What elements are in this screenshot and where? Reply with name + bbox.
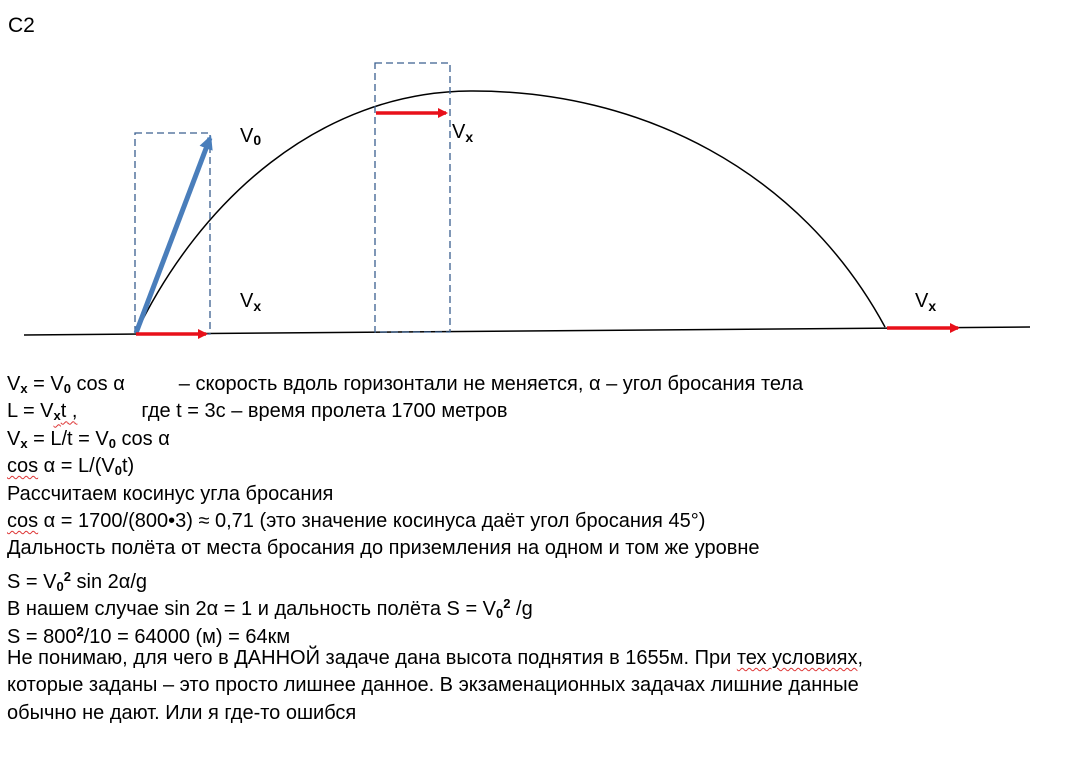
vx-end-label: $V_x$ — [915, 290, 937, 314]
solution-line-8: $S = V0^2$ sin 2α/g — [7, 568, 147, 594]
v0-vector-arrow — [136, 138, 210, 333]
solution-line-7: Дальность полёта от места бросания до приземления на одном и том же уровне — [7, 537, 760, 560]
vx-start-label: $V_x$ — [240, 290, 262, 314]
trajectory-diagram — [0, 0, 1065, 370]
solution-line-2: L = Vxt , где t = 3с – время пролета 1700 метров — [7, 400, 508, 424]
vx-top-label: $V_x$ — [452, 121, 474, 145]
solution-line-12: которые заданы – это просто лишнее данное. В экзаменационных задачах лишние данные — [7, 674, 859, 697]
solution-line-13: обычно не дают. Или я где-то ошибся — [7, 701, 357, 724]
solution-line-6: cos α = 1700/(800•3) ≈ 0,71 (это значение косинуса даёт угол бросания 45°) — [7, 509, 706, 532]
problem-title: C2 — [8, 14, 35, 37]
solution-line-3: Vx = L/t = V0 cos α — [7, 427, 170, 451]
solution-line-1: Vx = V0 cos α – скорость вдоль горизонтали не меняется, α – угол бросания тела — [7, 373, 804, 396]
solution-line-9: В нашем случае sin 2α = 1 и дальность полёта $S = V0^2$ /g — [7, 596, 533, 622]
v0-label: V0 — [240, 125, 262, 148]
solution-line-10: $S = 800^2/10 = 64000$ (м) = 64км — [7, 623, 291, 648]
solution-line-4: cos α = L/(V0t) — [7, 455, 135, 479]
solution-text — [7, 371, 1057, 727]
solution-line-11: Не понимаю, для чего в ДАННОЙ задаче дана высота поднятия в 1655м. При тех условиях, — [7, 646, 864, 669]
solution-line-5: Рассчитаем косинус угла бросания — [7, 482, 334, 505]
